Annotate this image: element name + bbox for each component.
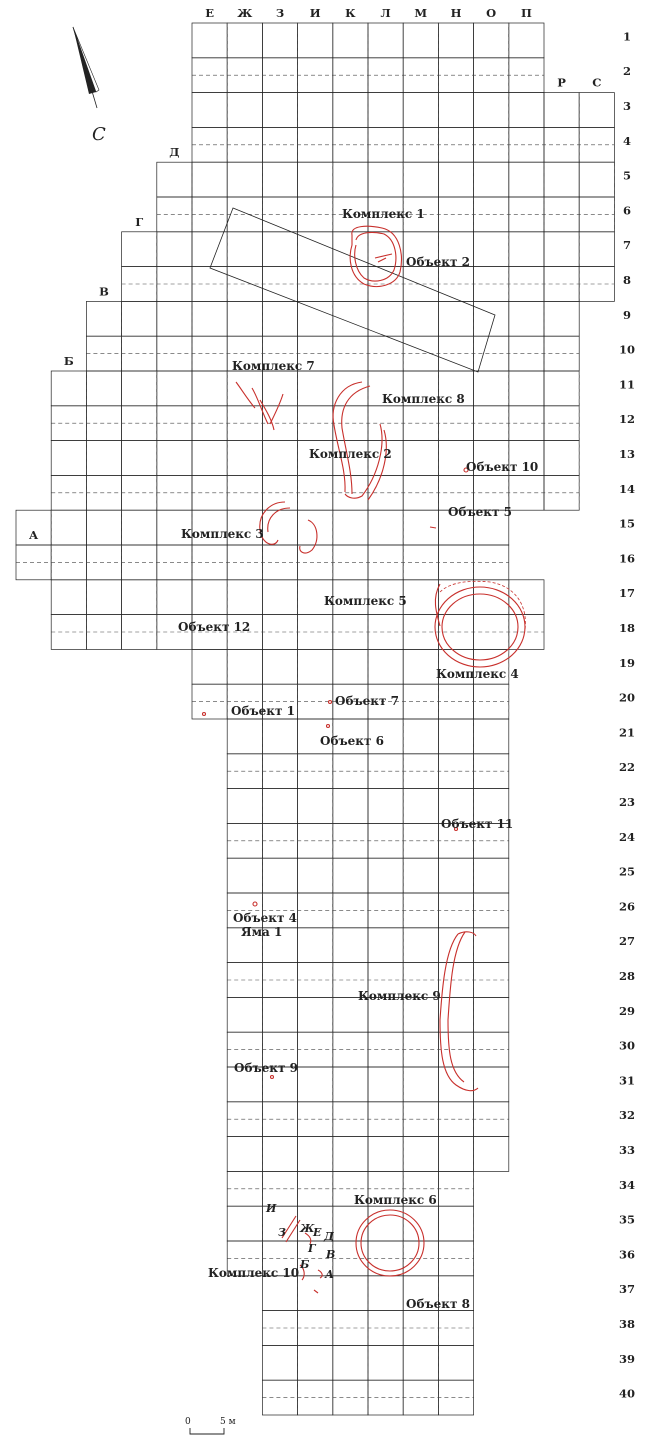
grid-cell [333, 1276, 368, 1311]
row-label: 15 [618, 516, 636, 531]
column-label: П [520, 6, 532, 20]
grid-cell [403, 1206, 438, 1241]
row-label: 12 [618, 412, 636, 427]
grid-cell [122, 510, 157, 545]
row-label: 27 [618, 934, 636, 949]
label-kompleks-2: Комплекс 2 [309, 447, 392, 461]
grid-cell [298, 162, 333, 197]
k10-letter-g: Г [308, 1242, 316, 1255]
row-label: 11 [618, 377, 636, 392]
grid-cell [333, 510, 368, 545]
grid-cell [192, 301, 227, 336]
grid-cell [403, 649, 438, 684]
row-label: 6 [622, 203, 632, 218]
grid-cell [403, 162, 438, 197]
grid-cell [262, 371, 297, 406]
grid-cell [474, 23, 509, 58]
row-label: 20 [618, 690, 636, 705]
label-obekt-12: Объект 12 [178, 620, 251, 634]
row-labels [619, 29, 635, 1400]
grid-cell [403, 1137, 438, 1172]
grid-cell [474, 93, 509, 128]
grid-cell [368, 928, 403, 963]
grid-cell [86, 510, 121, 545]
grid-cell [333, 928, 368, 963]
row-label: 38 [618, 1317, 636, 1331]
grid-cell [262, 858, 297, 893]
grid-cell [438, 997, 473, 1032]
k10-letter-zh: Ж [300, 1222, 315, 1235]
row-label: 19 [618, 655, 636, 670]
column-label: О [486, 6, 497, 20]
grid-cell [403, 93, 438, 128]
column-label: Г [135, 214, 144, 229]
row-label: 18 [618, 621, 636, 635]
grid-cell [579, 162, 614, 197]
grid-cell [298, 997, 333, 1032]
column-label: Л [380, 6, 391, 20]
grid-cell [368, 1276, 403, 1311]
grid-cell [227, 441, 262, 476]
grid-cell [544, 371, 579, 406]
row-label: 7 [622, 238, 632, 253]
north-arrow-icon [73, 27, 106, 145]
grid-cell [474, 719, 509, 754]
grid-cell [403, 789, 438, 824]
grid-cell [122, 301, 157, 336]
grid-cell [157, 580, 192, 615]
row-label: 5 [622, 168, 632, 183]
grid-cell [262, 93, 297, 128]
label-kompleks-6: Комплекс 6 [354, 1193, 437, 1207]
grid-cell [474, 997, 509, 1032]
row-label: 37 [618, 1282, 636, 1297]
row-label: 16 [618, 551, 636, 566]
grid-cell [262, 1276, 297, 1311]
excavation-grid [16, 23, 614, 1415]
row-label: 29 [618, 1003, 636, 1018]
grid-cell [227, 93, 262, 128]
grid-cell [227, 997, 262, 1032]
row-label: 9 [622, 307, 632, 322]
grid-cell [298, 1067, 333, 1102]
grid-cell [298, 858, 333, 893]
label-obekt-7: Объект 7 [335, 694, 399, 708]
grid-cell [262, 301, 297, 336]
grid-cell [298, 1345, 333, 1380]
grid-cell [333, 162, 368, 197]
label-kompleks-3: Комплекс 3 [181, 527, 264, 541]
row-label: 1 [622, 29, 632, 44]
grid-cell [403, 1345, 438, 1380]
row-label: 25 [618, 864, 636, 879]
grid-cell [227, 649, 262, 684]
k10-letter-i: И [266, 1202, 277, 1215]
grid-cell [438, 719, 473, 754]
grid-cell [262, 789, 297, 824]
row-label: 36 [618, 1247, 636, 1262]
grid-cell [438, 93, 473, 128]
trench-rectangle [210, 208, 495, 372]
grid-cell [474, 301, 509, 336]
row-label: 30 [618, 1038, 636, 1053]
row-label: 39 [618, 1351, 636, 1366]
grid-cell [368, 1137, 403, 1172]
grid-cell [122, 441, 157, 476]
row-label: 17 [618, 586, 636, 601]
column-label: З [275, 6, 285, 20]
grid-cell [438, 1137, 473, 1172]
grid-cell [192, 23, 227, 58]
column-label: Ж [237, 6, 253, 20]
grid-cell [298, 789, 333, 824]
grid-cell [403, 928, 438, 963]
k10-letter-e: Е [313, 1226, 322, 1239]
label-obekt-1: Объект 1 [231, 704, 295, 718]
grid-cell [298, 649, 333, 684]
row-label: 8 [622, 273, 632, 287]
grid-cell [227, 301, 262, 336]
grid-cell [298, 23, 333, 58]
grid-cell [368, 1206, 403, 1241]
grid-cell [368, 789, 403, 824]
grid-cell [227, 1137, 262, 1172]
grid-cell [262, 162, 297, 197]
grid-cell [262, 649, 297, 684]
grid-cell [368, 162, 403, 197]
grid-cell [438, 1206, 473, 1241]
grid-cell [509, 162, 544, 197]
grid-cell [368, 23, 403, 58]
label-obekt-8: Объект 8 [406, 1297, 470, 1311]
grid-cell [368, 232, 403, 267]
k10-letter-d: Д [324, 1230, 334, 1243]
grid-cell [192, 441, 227, 476]
grid-cell [438, 580, 473, 615]
grid-cell [368, 649, 403, 684]
grid-cell [86, 580, 121, 615]
grid-cell [333, 649, 368, 684]
scale-zero: 0 [185, 1417, 191, 1427]
grid-cell [122, 580, 157, 615]
label-kompleks-10: Комплекс 10 [208, 1266, 300, 1280]
grid-cell [403, 1067, 438, 1102]
label-obekt-6: Объект 6 [320, 734, 384, 748]
grid-cell [227, 858, 262, 893]
grid-cell [474, 371, 509, 406]
grid-cell [544, 162, 579, 197]
grid-cell [333, 1067, 368, 1102]
grid-cell [403, 441, 438, 476]
row-label: 3 [622, 99, 632, 113]
grid-cell [192, 93, 227, 128]
grid-cell [474, 1067, 509, 1102]
grid-cell [227, 1206, 262, 1241]
row-label: 2 [622, 64, 632, 79]
label-kompleks-4: Комплекс 4 [436, 667, 519, 681]
grid-cell [51, 510, 86, 545]
label-kompleks-5: Комплекс 5 [324, 594, 407, 608]
row-label: 4 [622, 133, 632, 148]
row-label: 31 [618, 1073, 636, 1088]
label-kompleks-8: Комплекс 8 [382, 392, 465, 406]
grid-cell [227, 232, 262, 267]
grid-cell [51, 580, 86, 615]
k10-letter-v: В [326, 1248, 336, 1261]
column-label: В [99, 284, 109, 299]
grid-cell [227, 789, 262, 824]
grid-cell [438, 162, 473, 197]
grid-cell [579, 232, 614, 267]
label-obekt-5: Объект 5 [448, 505, 512, 519]
grid-cell [157, 371, 192, 406]
label-kompleks-1: Комплекс 1 [342, 207, 425, 221]
column-label: Д [169, 145, 180, 160]
row-label: 23 [618, 795, 636, 809]
label-obekt-11: Объект 11 [441, 817, 514, 831]
grid-cell [579, 93, 614, 128]
grid-cell [298, 232, 333, 267]
grid-cell [333, 301, 368, 336]
grid-cell [86, 371, 121, 406]
grid-cell [544, 301, 579, 336]
grid-cell [122, 371, 157, 406]
k10-letter-z: З [278, 1226, 286, 1239]
column-label: Б [63, 354, 74, 368]
row-label: 40 [618, 1386, 636, 1401]
grid-cell [227, 371, 262, 406]
column-label: Н [450, 6, 462, 20]
grid-cell [474, 580, 509, 615]
features [203, 226, 526, 1293]
grid-cell [262, 1137, 297, 1172]
grid-cell [509, 580, 544, 615]
grid-cell [227, 719, 262, 754]
north-label: С [92, 124, 106, 145]
grid-cell [157, 232, 192, 267]
grid-cell [544, 232, 579, 267]
column-label: С [592, 75, 602, 90]
grid-cell [192, 649, 227, 684]
scale-bar [185, 1417, 236, 1434]
grid-cell [438, 23, 473, 58]
grid-cell [544, 441, 579, 476]
grid-cell [298, 93, 333, 128]
row-label: 33 [618, 1143, 636, 1157]
row-label: 24 [618, 829, 636, 844]
grid-cell [403, 23, 438, 58]
label-yama-1: Яма 1 [241, 925, 283, 939]
grid-cell [262, 580, 297, 615]
label-obekt-2: Объект 2 [406, 255, 470, 269]
grid-cell [474, 858, 509, 893]
grid-cell [403, 301, 438, 336]
row-label: 13 [618, 447, 636, 461]
label-obekt-4: Объект 4 [233, 911, 297, 925]
column-label: К [345, 6, 356, 20]
grid-cell [509, 371, 544, 406]
label-kompleks-7: Комплекс 7 [232, 359, 315, 373]
column-label: М [414, 6, 428, 20]
grid-cell [86, 301, 121, 336]
grid-cell [298, 1137, 333, 1172]
grid-cell [227, 162, 262, 197]
grid-cell [192, 580, 227, 615]
grid-cell [298, 1276, 333, 1311]
grid-cell [262, 719, 297, 754]
grid-cell [227, 580, 262, 615]
grid-cell [122, 232, 157, 267]
row-label: 32 [618, 1108, 636, 1123]
grid-cell [333, 789, 368, 824]
grid-cell [403, 580, 438, 615]
grid-cell [403, 858, 438, 893]
column-label: Р [557, 75, 566, 90]
grid-cell [298, 928, 333, 963]
grid-cell [333, 1345, 368, 1380]
grid-cell [474, 928, 509, 963]
grid-cell [157, 162, 192, 197]
row-label: 10 [618, 342, 636, 357]
grid-cell [403, 719, 438, 754]
grid-cell [192, 371, 227, 406]
row-label: 14 [618, 481, 636, 496]
grid-cell [509, 232, 544, 267]
grid-cell [333, 1137, 368, 1172]
grid-cell [474, 162, 509, 197]
grid-cell [86, 441, 121, 476]
grid-cell [509, 301, 544, 336]
grid-cell [368, 93, 403, 128]
grid-cell [438, 858, 473, 893]
k10-letter-a: А [325, 1268, 334, 1281]
grid-cell [298, 371, 333, 406]
grid-cell [262, 1345, 297, 1380]
grid-cell [509, 93, 544, 128]
grid-cell [438, 1345, 473, 1380]
grid-cell [368, 510, 403, 545]
grid-cell [262, 997, 297, 1032]
grid-cell [51, 371, 86, 406]
row-label: 34 [618, 1177, 636, 1192]
row-label: 26 [618, 899, 636, 914]
grid-cell [157, 441, 192, 476]
grid-cell [333, 858, 368, 893]
grid-cell [509, 23, 544, 58]
grid-cell [333, 93, 368, 128]
grid-cell [368, 1067, 403, 1102]
row-label: 28 [618, 969, 636, 983]
scale-five: 5 м [220, 1417, 236, 1427]
grid-cell [157, 301, 192, 336]
label-obekt-9: Объект 9 [234, 1061, 298, 1075]
grid-cell [544, 93, 579, 128]
grid-cell [227, 23, 262, 58]
column-label: И [309, 6, 321, 20]
grid-cell [262, 441, 297, 476]
k10-letter-b: Б [300, 1258, 310, 1271]
grid-cell [192, 162, 227, 197]
column-label: Е [205, 6, 214, 20]
grid-cell [438, 928, 473, 963]
grid-cell [333, 23, 368, 58]
grid-cell [474, 232, 509, 267]
grid-cell [262, 232, 297, 267]
grid-cell [298, 301, 333, 336]
grid-cell [51, 441, 86, 476]
column-label: А [28, 528, 39, 542]
grid-cell [368, 1345, 403, 1380]
feature-labels [178, 207, 538, 1311]
row-label: 35 [618, 1212, 636, 1227]
grid-cell [262, 23, 297, 58]
label-kompleks-9: Комплекс 9 [358, 989, 441, 1003]
label-obekt-10: Объект 10 [466, 460, 539, 474]
grid-cell [438, 301, 473, 336]
row-label: 21 [618, 725, 636, 740]
grid-cell [368, 858, 403, 893]
row-label: 22 [618, 760, 636, 775]
grid-cell [474, 1137, 509, 1172]
